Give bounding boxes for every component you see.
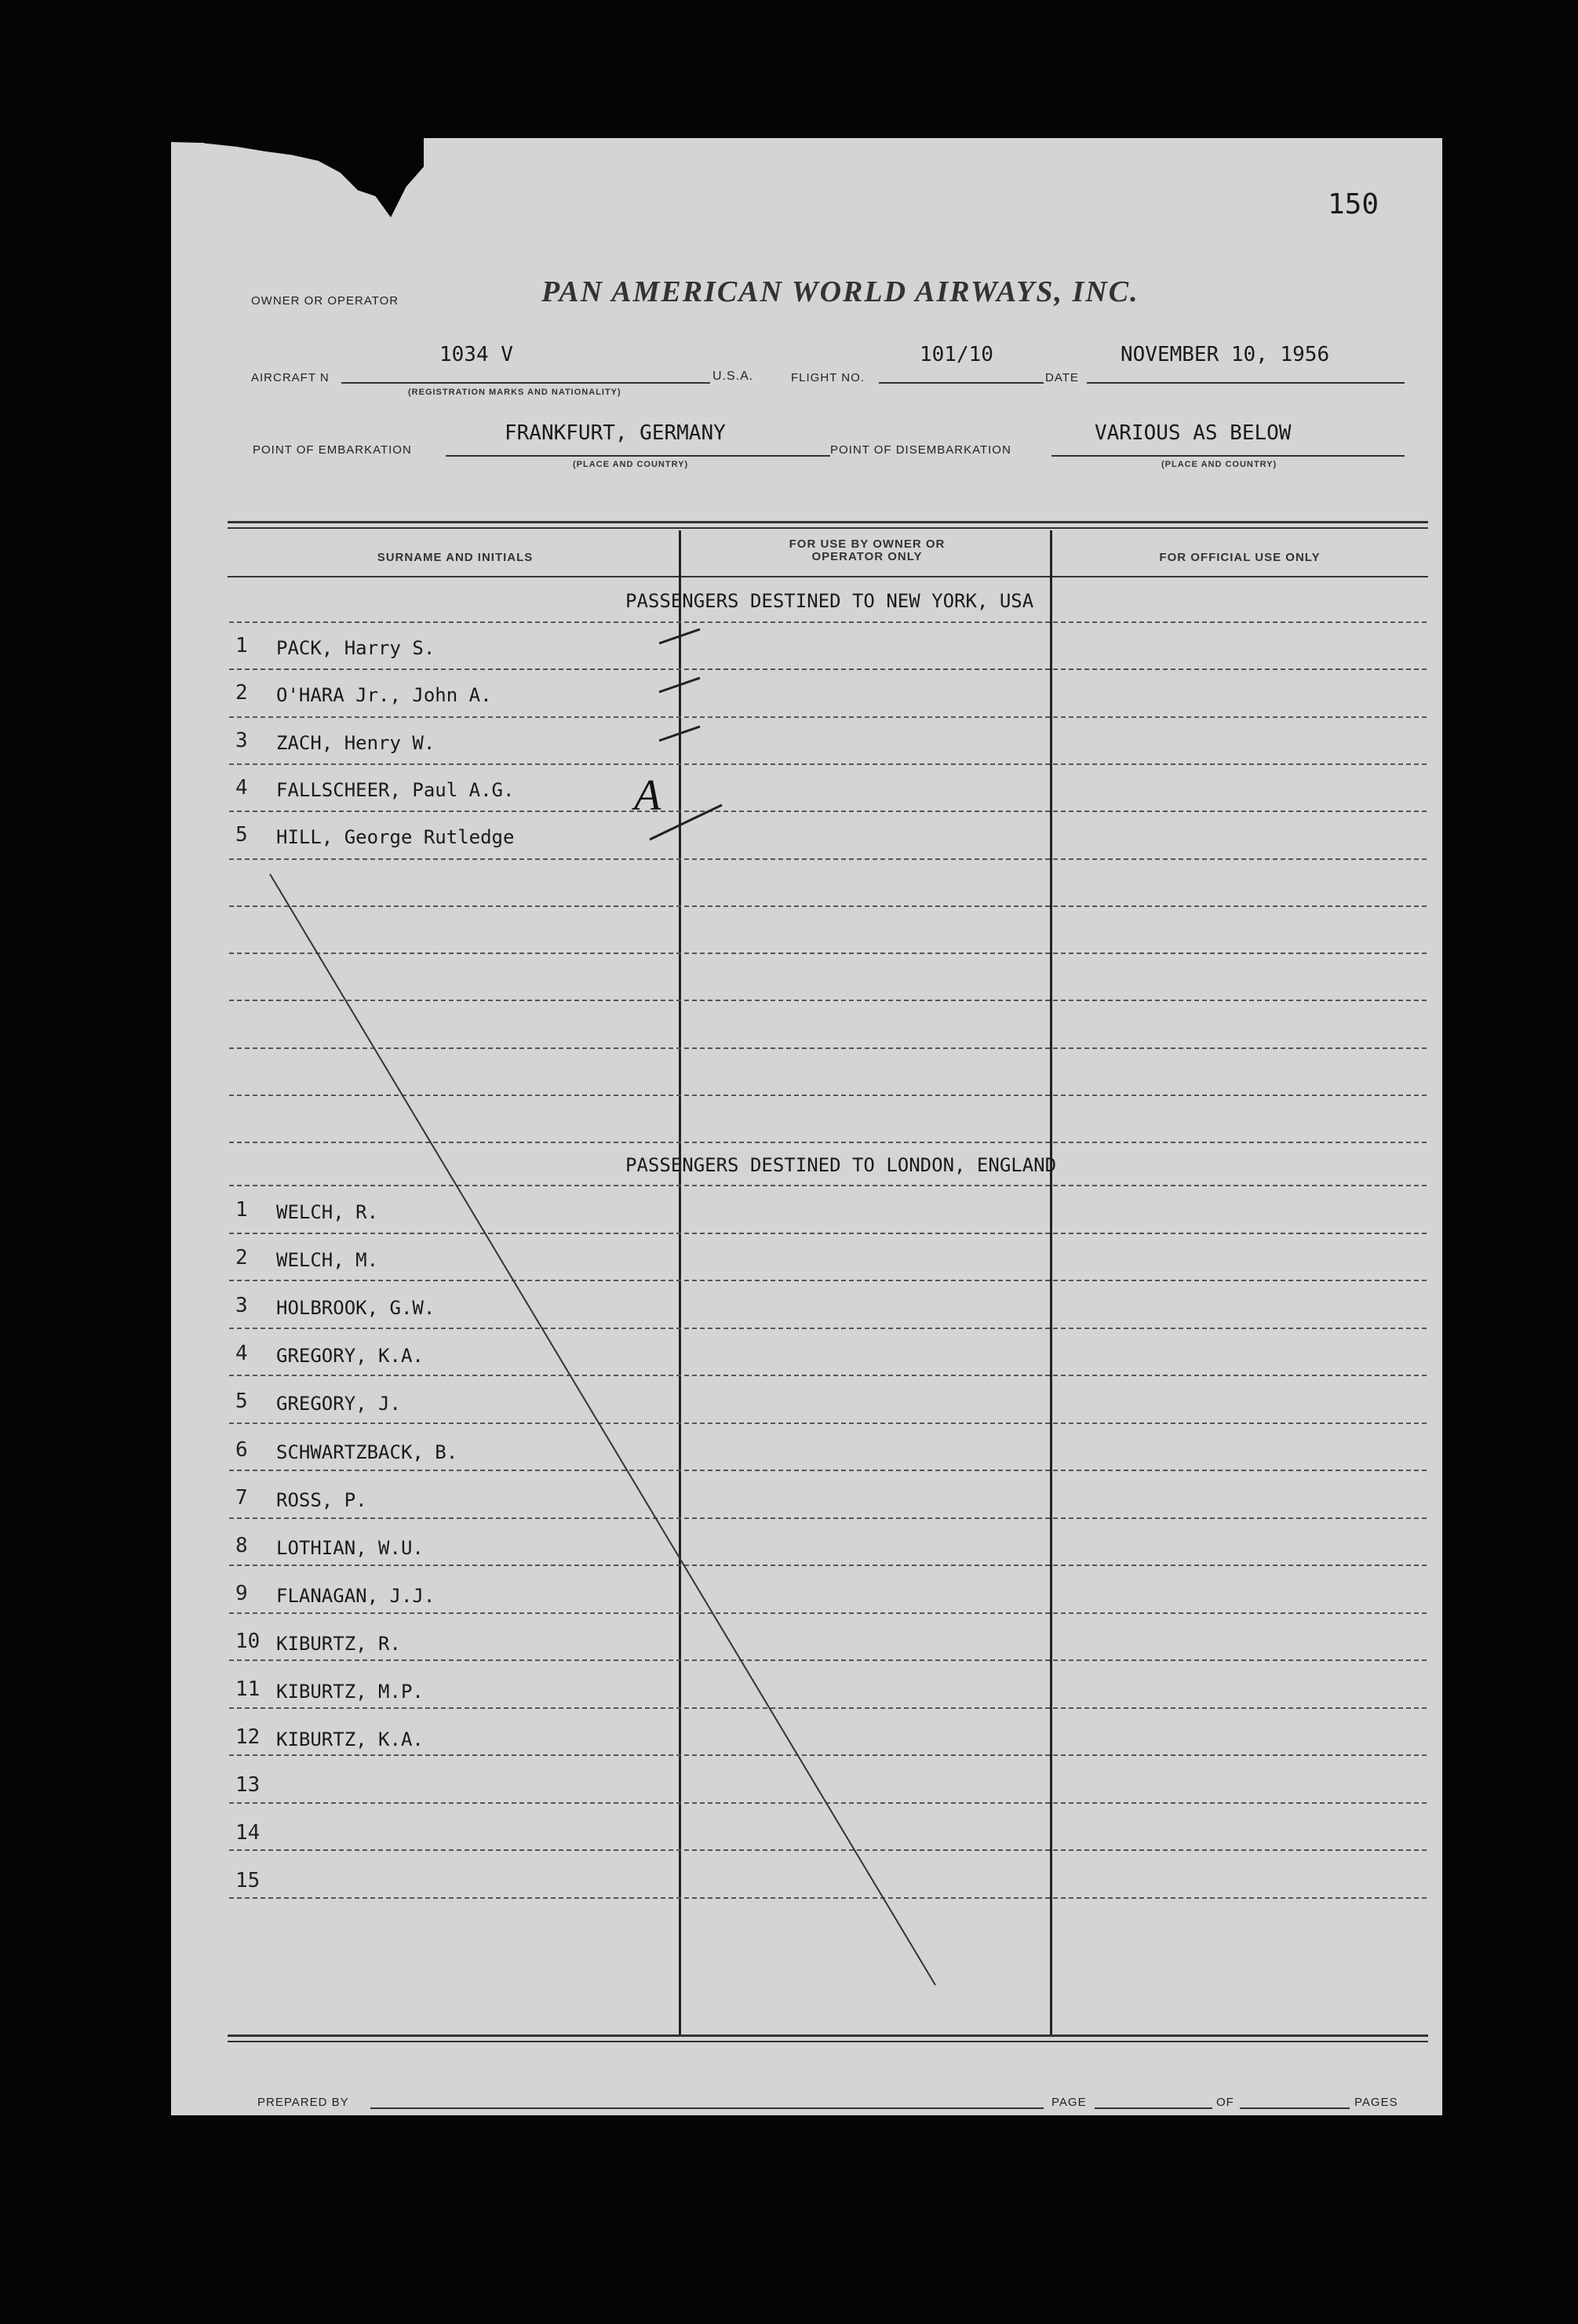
column-header-owner-use: FOR USE BY OWNER OR OPERATOR ONLY [789,537,946,563]
passenger-name: KIBURTZ, R. [276,1633,401,1655]
passenger-name: KIBURTZ, M.P. [276,1681,424,1703]
passenger-name: O'HARA Jr., John A. [276,684,492,706]
section-title-new-york: PASSENGERS DESTINED TO NEW YORK, USA [625,590,1034,612]
row-number: 4 [235,1342,248,1365]
passenger-name: ZACH, Henry W. [276,732,435,754]
row-number: 11 [235,1677,261,1701]
row-number: 6 [235,1438,248,1462]
row-number: 1 [235,634,248,657]
disembark-caption: (PLACE AND COUNTRY) [1161,460,1277,469]
date-value: NOVEMBER 10, 1956 [1121,343,1330,366]
diagonal-strike-line [259,863,965,2001]
row-separator [229,763,1427,765]
column-header-surname: SURNAME AND INITIALS [377,551,534,564]
row-separator [229,858,1427,860]
passenger-name: FLANAGAN, J.J. [276,1585,435,1607]
page-label: PAGE [1051,2096,1087,2109]
row-number: 15 [235,1869,261,1892]
date-label: DATE [1045,371,1079,384]
check-marks [628,612,738,863]
aircraft-value: 1034 V [439,343,513,366]
disembark-label: POINT OF DISEMBARKATION [830,443,1011,457]
passenger-name: GREGORY, K.A. [276,1345,424,1367]
embark-caption: (PLACE AND COUNTRY) [573,460,689,469]
row-number: 5 [235,1390,248,1413]
passenger-name: KIBURTZ, K.A. [276,1728,424,1750]
row-number: 2 [235,1246,248,1269]
disembark-value: VARIOUS AS BELOW [1095,421,1292,445]
passenger-name: ROSS, P. [276,1489,367,1511]
section-title-london: PASSENGERS DESTINED TO LONDON, ENGLAND [625,1154,1057,1176]
passenger-name: WELCH, M. [276,1249,379,1271]
flight-value: 101/10 [920,343,993,366]
embark-label: POINT OF EMBARKATION [253,443,412,457]
row-separator [229,716,1427,718]
usa-label: U.S.A. [712,370,754,383]
row-separator [229,621,1427,623]
row-number: 1 [235,1198,248,1222]
row-number: 10 [235,1630,261,1653]
passenger-name: HILL, George Rutledge [276,826,515,848]
column-header-official-use: FOR OFFICIAL USE ONLY [1159,551,1321,564]
registration-caption: (REGISTRATION MARKS AND NATIONALITY) [408,388,621,397]
row-number: 3 [235,1294,248,1317]
row-number: 8 [235,1534,248,1557]
of-label: OF [1216,2096,1234,2109]
row-number: 5 [235,823,248,847]
pages-label: PAGES [1354,2096,1398,2109]
passenger-name: GREGORY, J. [276,1393,401,1415]
passenger-name: HOLBROOK, G.W. [276,1297,435,1319]
row-number: 2 [235,681,248,705]
row-number: 13 [235,1773,261,1797]
passenger-name: LOTHIAN, W.U. [276,1537,424,1559]
aircraft-label: AIRCRAFT N [251,371,330,384]
company-name: PAN AMERICAN WORLD AIRWAYS, INC. [541,275,1139,308]
row-separator [229,810,1427,812]
passenger-name: FALLSCHEER, Paul A.G. [276,779,515,801]
row-number: 7 [235,1486,248,1510]
row-number: 4 [235,776,248,800]
row-number: 12 [235,1725,261,1749]
row-number: 3 [235,729,248,752]
row-separator [229,668,1427,670]
row-number: 9 [235,1582,248,1605]
handwritten-annotation: A [634,771,661,820]
flight-label: FLIGHT NO. [791,371,865,384]
passenger-name: WELCH, R. [276,1201,379,1223]
embark-value: FRANKFURT, GERMANY [505,421,726,445]
passenger-name: SCHWARTZBACK, B. [276,1441,458,1463]
page-number: 150 [1328,188,1379,220]
row-number: 14 [235,1821,261,1845]
prepared-by-label: PREPARED BY [257,2096,349,2109]
passenger-name: PACK, Harry S. [276,637,435,659]
owner-label: OWNER OR OPERATOR [251,294,399,308]
